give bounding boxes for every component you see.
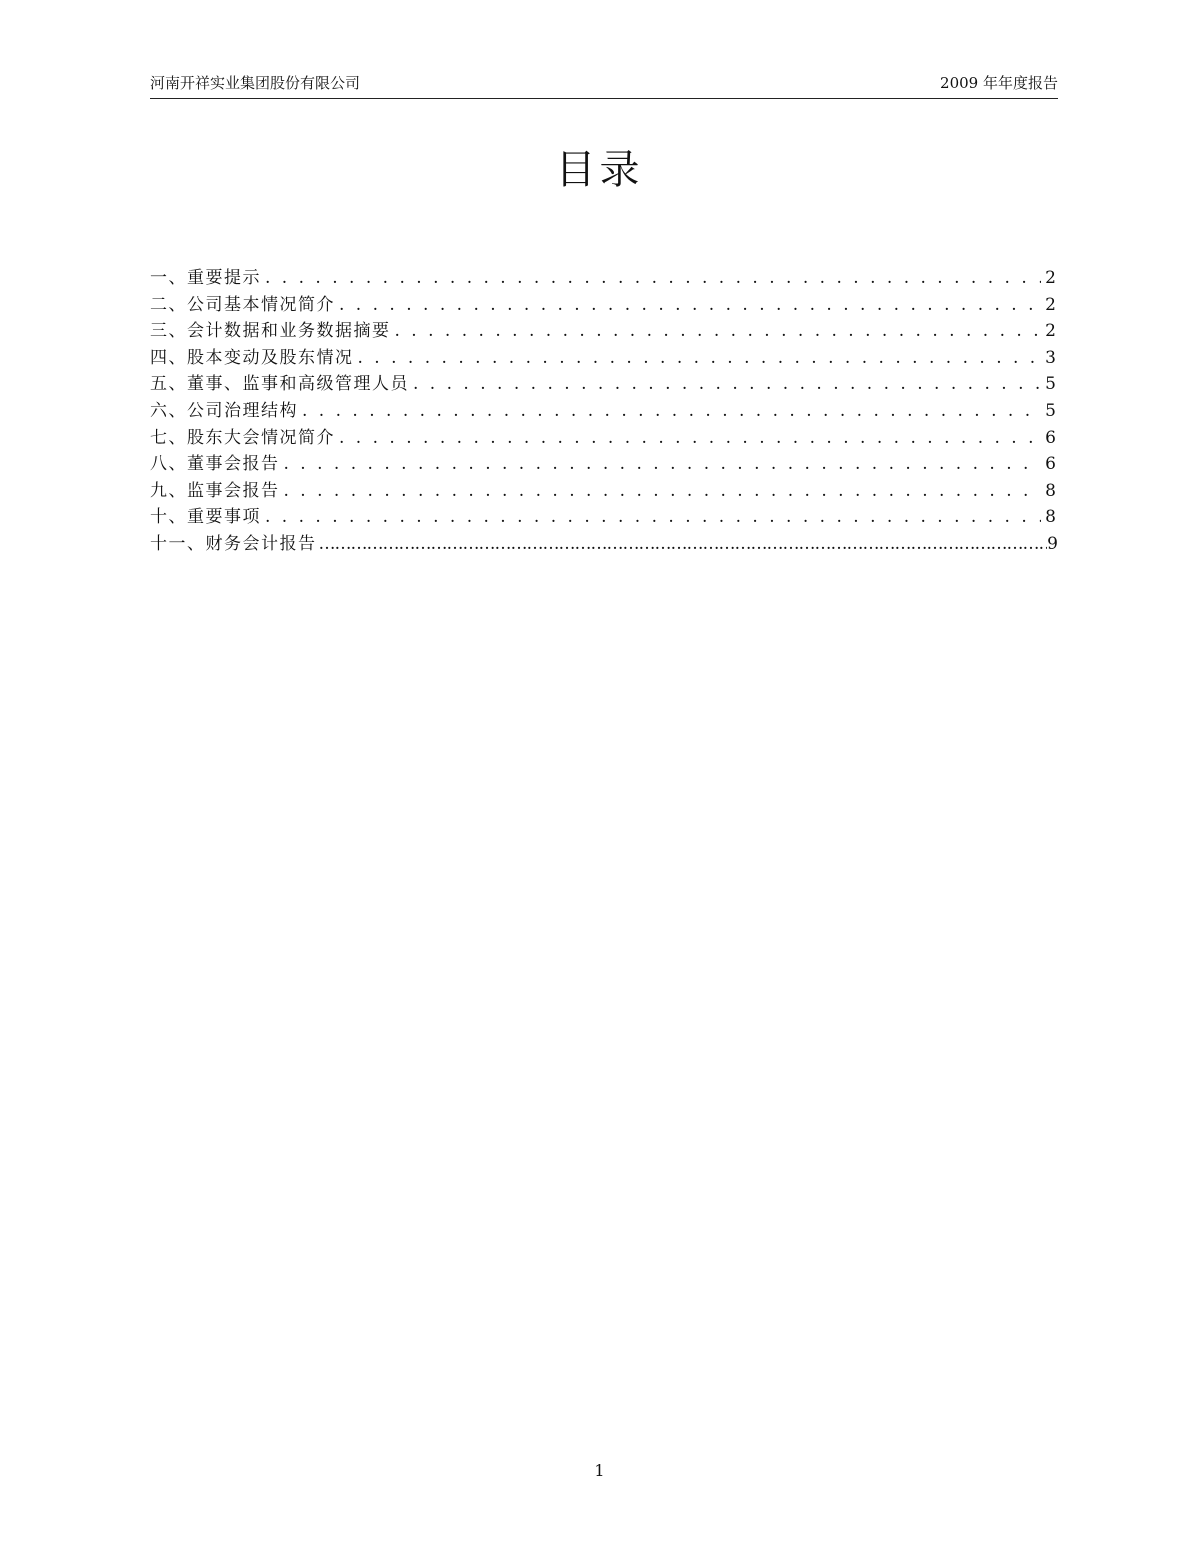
toc-entry-10[interactable] (150, 504, 1056, 531)
table-of-contents (150, 265, 1056, 558)
toc-entry-page: 9 (1047, 533, 1058, 554)
page-title: 目录 (555, 147, 644, 193)
toc-entry-1[interactable] (150, 265, 1056, 292)
company-name: 河南开祥实业集团股份有限公司 (150, 74, 361, 92)
toc-entry-page: 5 (1045, 374, 1056, 395)
toc-entry-page: 8 (1045, 507, 1056, 528)
toc-entry-label: 一、重要提示 (150, 268, 261, 288)
toc-entry-11[interactable] (150, 531, 1056, 558)
toc-dot-leader (284, 478, 1042, 505)
toc-entry-label: 二、公司基本情况简介 (150, 294, 335, 315)
toc-entry-9[interactable] (150, 478, 1056, 505)
toc-entry-label: 七、股东大会情况简介 (150, 427, 335, 448)
page-number: 1 (594, 1461, 605, 1480)
toc-dot-leader (265, 265, 1041, 292)
toc-entry-3[interactable] (150, 318, 1056, 345)
toc-dot-leader (319, 531, 1048, 558)
toc-entry-label: 五、董事、监事和高级管理人员 (150, 374, 409, 395)
toc-entry-label: 九、监事会报告 (150, 480, 280, 501)
toc-entry-page: 3 (1045, 347, 1056, 368)
toc-dot-leader (265, 504, 1041, 531)
toc-entry-label: 八、董事会报告 (150, 454, 280, 475)
toc-entry-label: 三、会计数据和业务数据摘要 (150, 321, 391, 342)
toc-entry-page: 2 (1045, 321, 1056, 342)
report-title: 2009 年年度报告 (940, 74, 1058, 92)
toc-dot-leader (395, 318, 1042, 345)
toc-entry-7[interactable] (150, 425, 1056, 452)
page-header (150, 72, 1058, 99)
toc-entry-page: 2 (1045, 294, 1056, 315)
toc-dot-leader (302, 398, 1041, 425)
toc-entry-8[interactable] (150, 451, 1056, 478)
toc-dot-leader (413, 371, 1041, 398)
toc-dot-leader (284, 451, 1042, 478)
toc-entry-6[interactable] (150, 398, 1056, 425)
toc-entry-page: 6 (1045, 454, 1056, 475)
toc-dot-leader (339, 292, 1041, 319)
toc-entry-page: 6 (1045, 427, 1056, 448)
toc-entry-4[interactable] (150, 345, 1056, 372)
toc-dot-leader (358, 345, 1042, 372)
toc-entry-page: 8 (1045, 480, 1056, 501)
toc-entry-5[interactable] (150, 371, 1056, 398)
toc-entry-label: 四、股本变动及股东情况 (150, 347, 354, 368)
toc-entry-2[interactable] (150, 292, 1056, 319)
toc-entry-page: 2 (1045, 268, 1056, 288)
toc-dot-leader (339, 425, 1041, 452)
toc-entry-label: 十一、财务会计报告 (150, 533, 317, 554)
toc-entry-page: 5 (1045, 400, 1056, 421)
toc-entry-label: 十、重要事项 (150, 507, 261, 528)
toc-entry-label: 六、公司治理结构 (150, 400, 298, 421)
